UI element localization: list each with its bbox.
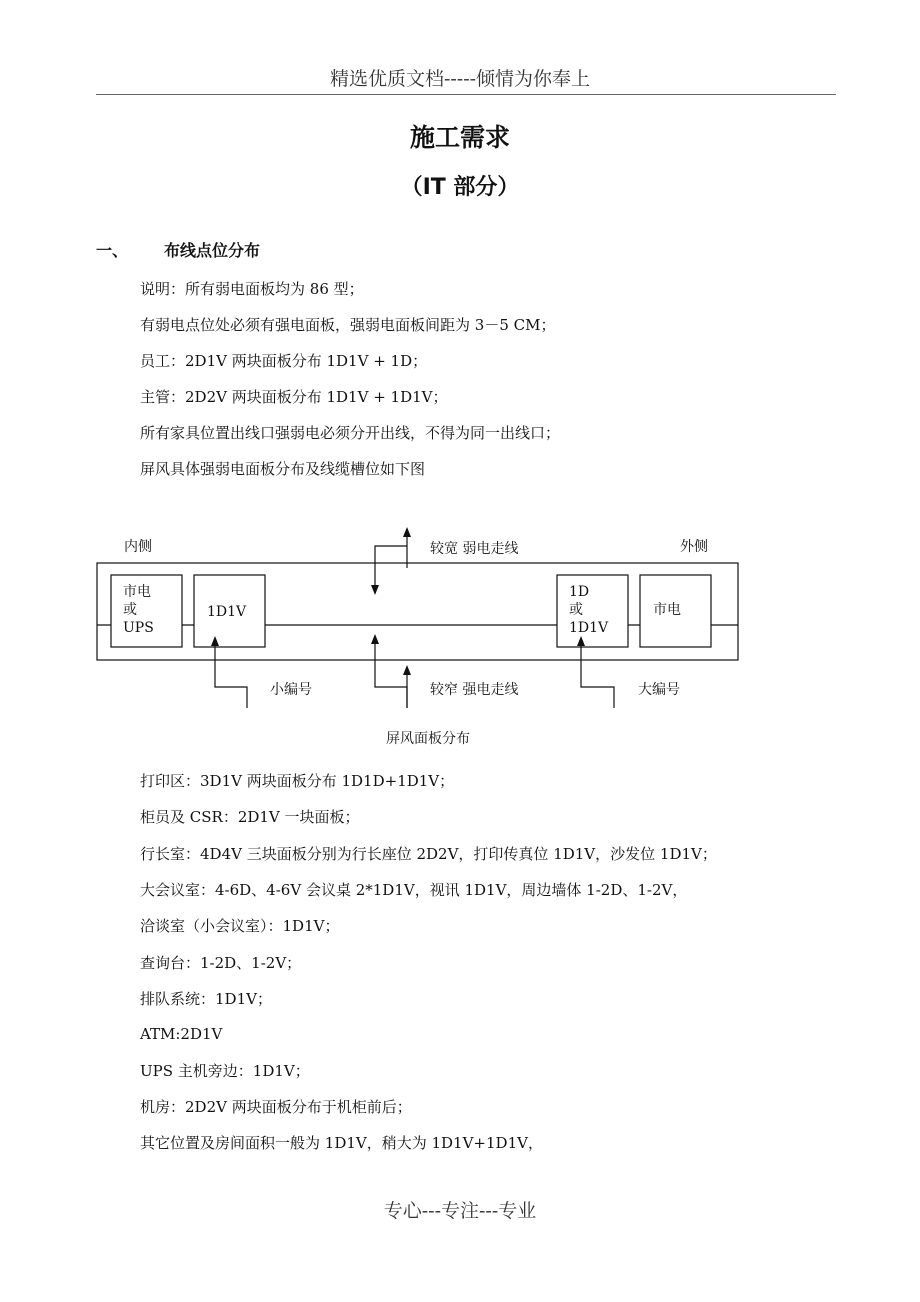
box1-line3: UPS bbox=[123, 620, 154, 636]
section-heading bbox=[96, 238, 260, 261]
bottom-mid-label: 较窄 强电走线 bbox=[430, 682, 519, 698]
header-divider bbox=[96, 94, 836, 95]
paragraph-line: 大会议室：4-6D、4-6V 会议桌 2*1D1V，视讯 1D1V，周边墙体 1-2D、1-2V， bbox=[140, 881, 688, 899]
page-footer: 专心---专注---专业 bbox=[383, 1200, 537, 1222]
small-number-arrow bbox=[215, 641, 247, 708]
diagram-caption: 屏风面板分布 bbox=[386, 731, 470, 747]
document-subtitle: （IT 部分） bbox=[400, 175, 520, 200]
paragraph-line: 机房：2D2V 两块面板分布于机柜前后； bbox=[140, 1098, 412, 1116]
panel-box-right bbox=[557, 575, 628, 647]
paragraph-line: 员工：2D1V 两块面板分布 1D1V + 1D； bbox=[140, 352, 428, 370]
section-title: 布线点位分布 bbox=[164, 241, 261, 260]
paragraph-line: 排队系统：1D1V； bbox=[140, 990, 272, 1008]
page-header: 精选优质文档-----倾情为你奉上 bbox=[329, 68, 591, 90]
paragraph-line: 其它位置及房间面积一般为 1D1V，稍大为 1D1V+1D1V， bbox=[140, 1134, 543, 1152]
paragraph-line: 柜员及 CSR：2D1V 一块面板； bbox=[140, 808, 360, 826]
box1-line1: 市电 bbox=[123, 584, 151, 600]
box1-line2: 或 bbox=[123, 602, 137, 618]
paragraph-line: 洽谈室（小会议室）：1D1V； bbox=[140, 917, 340, 935]
screen-panel-diagram bbox=[90, 522, 750, 752]
section-number: 一、 bbox=[96, 241, 129, 260]
paragraph-line: 有弱电点位处必须有强电面板，强弱电面板间距为 3－5 CM； bbox=[140, 316, 556, 334]
box3-line2: 或 bbox=[569, 602, 583, 618]
paragraph-line: 所有家具位置出线口强弱电必须分开出线，不得为同一出线口； bbox=[140, 424, 561, 442]
paragraph-line: 行长室：4D4V 三块面板分别为行长座位 2D2V，打印传真位 1D1V，沙发位 1D1V； bbox=[140, 845, 717, 863]
box2-label: 1D1V bbox=[207, 604, 247, 620]
box4-label: 市电 bbox=[653, 602, 681, 618]
document-title: 施工需求 bbox=[409, 123, 510, 152]
paragraph-line: 说明：所有弱电面板均为 86 型； bbox=[140, 280, 364, 298]
small-number-label: 小编号 bbox=[270, 682, 312, 698]
outer-side-label: 外侧 bbox=[680, 539, 708, 555]
box3-line3: 1D1V bbox=[569, 620, 609, 636]
paragraph-line: ATM:2D1V bbox=[140, 1025, 223, 1043]
box3-line1: 1D bbox=[569, 584, 590, 600]
paragraph-line: 打印区：3D1V 两块面板分布 1D1D+1D1V； bbox=[140, 772, 455, 790]
power-cable-arrow bbox=[375, 639, 407, 708]
inner-side-label: 内侧 bbox=[124, 539, 152, 555]
paragraph-line: 查询台：1-2D、1-2V； bbox=[140, 954, 302, 972]
large-number-arrow bbox=[581, 641, 614, 708]
paragraph-line: UPS 主机旁边：1D1V； bbox=[140, 1062, 310, 1080]
top-elbow-arrow bbox=[375, 546, 407, 590]
top-arrow-label: 较宽 弱电走线 bbox=[430, 541, 519, 557]
paragraph-line: 主管：2D2V 两块面板分布 1D1V + 1D1V； bbox=[140, 388, 448, 406]
paragraph-line: 屏风具体强弱电面板分布及线缆槽位如下图 bbox=[140, 460, 426, 478]
large-number-label: 大编号 bbox=[638, 682, 680, 698]
